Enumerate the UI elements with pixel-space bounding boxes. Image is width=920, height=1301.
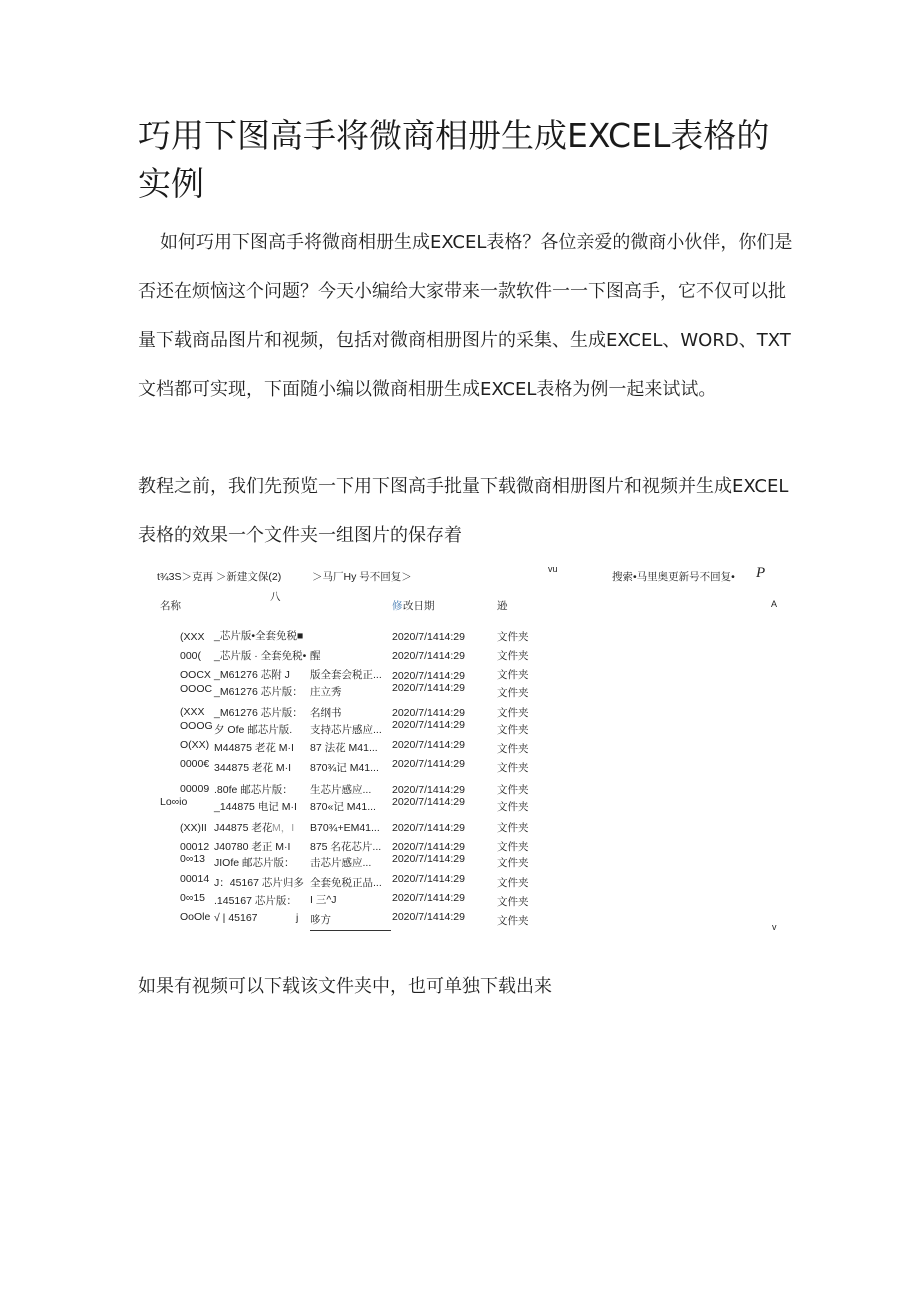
scroll-up-arrow: A	[771, 599, 778, 609]
header-mark: 八	[270, 591, 281, 603]
paragraph-3: 如果有视频可以下载该文件夹中，也可单独下载出来	[138, 976, 552, 997]
table-row: (XXX _芯片版•全套免税■ 2020/7/1414:29 文件夹	[180, 630, 529, 643]
search-icon: P	[756, 565, 766, 581]
closing-paragraph	[138, 962, 798, 1011]
table-row: O(XX) M44875 老花 M·I 87 法花 M41... 2020/7/1414:29 文件夹	[180, 739, 529, 755]
table-row: 0∞15 .145167 芯片版： I 三^J 2020/7/1414:29 文件夹	[180, 892, 529, 908]
breadcrumb-path: t¾3S＞克再 ＞新建文保(2)	[157, 571, 282, 583]
table-row: Lo∞io _144875 电记 M·I 870«记 M41... 2020/7/1414:29 文件夹	[160, 796, 529, 813]
file-explorer-screenshot	[150, 560, 790, 940]
scroll-down-arrow: v	[772, 922, 777, 932]
table-row: OOOC _M61276 芯片版： 庄立秀 2020/7/1414:29 文件夹	[180, 682, 529, 699]
search-box: 搜索•马里奥更新号不回复•	[612, 571, 735, 583]
intro-paragraph	[138, 218, 798, 414]
table-row: 000( _芯片版 · 全套免税• 醒 2020/7/1414:29 文件夹	[180, 650, 529, 662]
table-row: OOOG 夕 Ofe 邮芯片版. 支持芯片感应... 2020/7/1414:29 文件夹	[180, 719, 529, 736]
table-row: 00009 .80fe 邮芯片版： 生芯片感应... 2020/7/1414:29 文件夹	[180, 783, 529, 796]
table-row: 0000€ 344875 老花 M·I 870¾记 M41... 2020/7/1414:29 文件夹	[180, 758, 529, 774]
column-modified-prefix: 修	[392, 600, 403, 612]
table-row: 00014 J：45167 芯片归多 全套免税正品... 2020/7/1414:29 文件夹	[180, 873, 529, 889]
paragraph-2: 教程之前，我们先预览一下用下图高手批量下载微商相册图片和视频并生成EXCEL表格的效果一个文件夹一组图片的保存着	[138, 476, 789, 546]
breadcrumb-dropdown: vu	[548, 564, 558, 574]
row-underline	[310, 930, 391, 931]
table-row: 00012 J40780 老正 M·I 875 名花芯片... 2020/7/1414:29 文件夹	[180, 841, 529, 853]
page-title: 巧用下图高手将微商相册生成EXCEL表格的实例	[138, 116, 770, 203]
column-name: 名称	[160, 600, 181, 612]
table-row: (XX)II J44875 老花 M，I B70¾+EM41... 2020/7/1414:29 文件夹	[180, 822, 529, 834]
column-type: 逊	[497, 600, 508, 612]
tutorial-paragraph	[138, 462, 798, 560]
breadcrumb-folder: ＞马厂Hy 号不回复＞	[312, 571, 412, 583]
table-row: OoOle √ | 45167 j 哆方 2020/7/1414:29 文件夹	[180, 911, 529, 927]
paragraph-1: 如何巧用下图高手将微商相册生成EXCEL表格？各位亲爱的微商小伙伴，你们是否还在烦恼这个问题？今天小编给大家带来一款软件一一下图高手，它不仅可以批量下载商品图片和视频，包括对微商相册图片的采集、生成EXCEL、WORD、TXT文档都可实现，下面随小编以微商相册生成EXCEL表格为例一起来试试。	[138, 232, 793, 400]
column-modified: 改日期	[403, 600, 435, 612]
table-row: 0∞13 JIOfe 邮芯片版： 击芯片感应... 2020/7/1414:29 文件夹	[180, 853, 529, 869]
table-row: OOCX _M61276 芯附 J 版全套会税正... 2020/7/1414:29 文件夹	[180, 669, 529, 682]
table-row: (XXX _M61276 芯片版： 名纲书 2020/7/1414:29 文件夹	[180, 706, 529, 719]
